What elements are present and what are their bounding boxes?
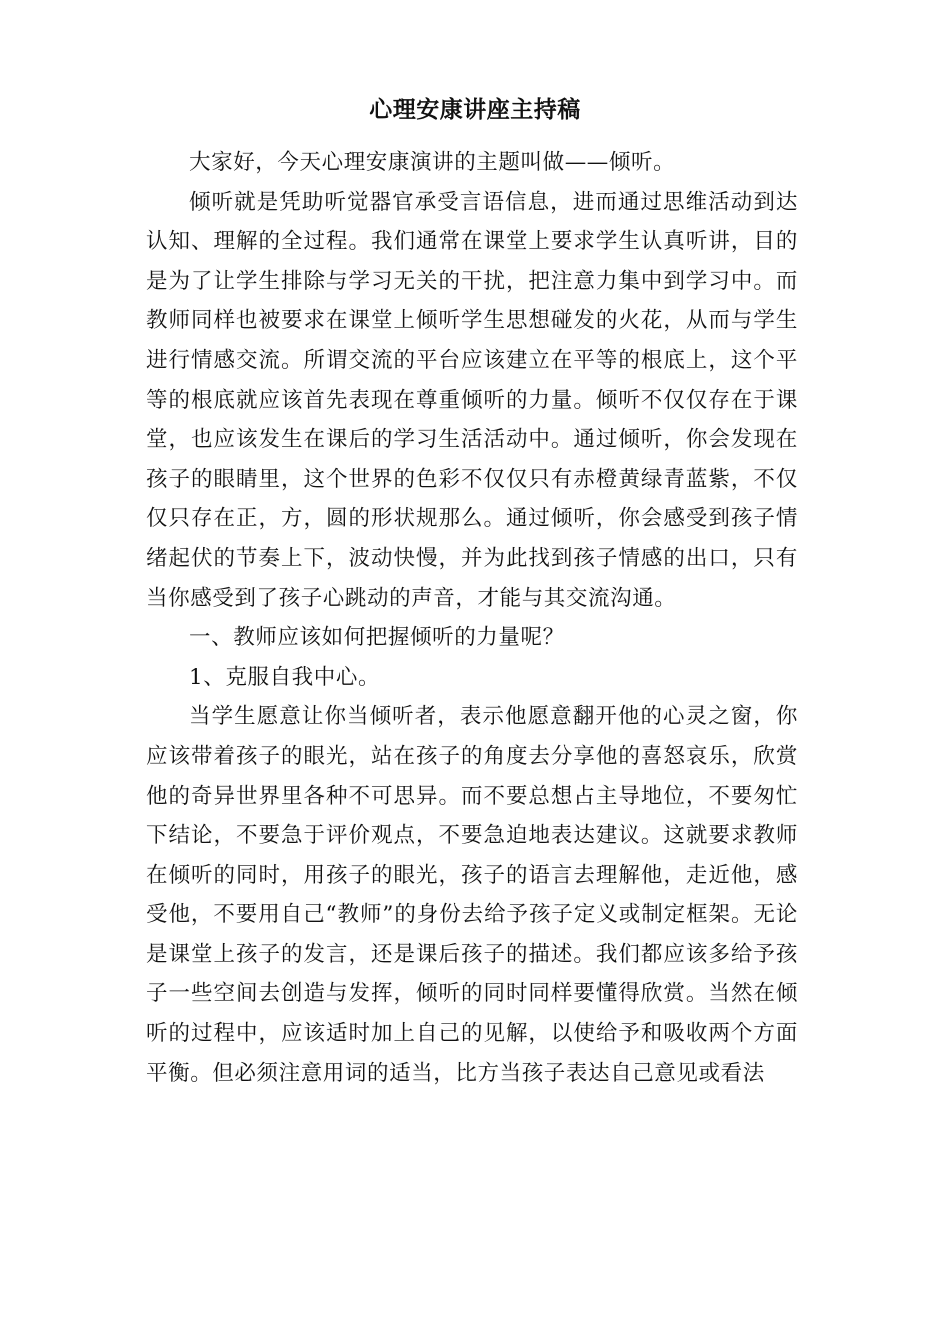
document-body: [146, 143, 798, 1093]
subheading-1: 1、克服自我中心。: [189, 664, 381, 690]
document-title: 心理安康讲座主持稿: [369, 96, 581, 123]
paragraph-definition: 倾听就是凭助听觉器官承受言语信息，进而通过思维活动到达认知、理解的全过程。我们通常在课堂上要求学生认真听讲，目的是为了让学生排除与学习无关的干扰，把注意力集中到学习中。而教师同样也被要求在课堂上倾听学生思想碰发的火花，从而与学生进行情感交流。所谓交流的平台应该建立在平等的根底上，这个平等的根底就应该首先表现在尊重倾听的力量。倾听不仅仅存在于课堂，也应该发生在课后的学习生活活动中。通过倾听，你会发现在孩子的眼睛里，这个世界的色彩不仅仅只有赤橙黄绿青蓝紫，不仅仅只存在正，方，圆的形状规那么。通过倾听，你会感受到孩子情绪起伏的节奏上下，波动快慢，并为此找到孩子情感的出口，只有当你感受到了孩子心跳动的声音，才能与其交流沟通。: [146, 189, 798, 611]
paragraph-self-centered: 当学生愿意让你当倾听者，表示他愿意翻开他的心灵之窗，你应该带着孩子的眼光，站在孩子的角度去分享他的喜怒哀乐，欣赏他的奇异世界里各种不可思异。而不要总想占主导地位，不要匆忙下结论，不要急于评价观点，不要急迫地表达建议。这就要求教师在倾听的同时，用孩子的眼光，孩子的语言去理解他，走近他，感受他，不要用自己“教师”的身份去给予孩子定义或制定框架。无论是课堂上孩子的发言，还是课后孩子的描述。我们都应该多给予孩子一些空间去创造与发挥，倾听的同时同样要懂得欣赏。当然在倾听的过程中，应该适时加上自己的见解，以使给予和吸收两个方面平衡。但必须注意用词的适当，比方当孩子表达自己意见或看法: [146, 704, 798, 1086]
section-heading-1: 一、教师应该如何把握倾听的力量呢？: [189, 625, 565, 651]
paragraph-greeting: 大家好，今天心理安康演讲的主题叫做——倾听。: [189, 150, 676, 175]
